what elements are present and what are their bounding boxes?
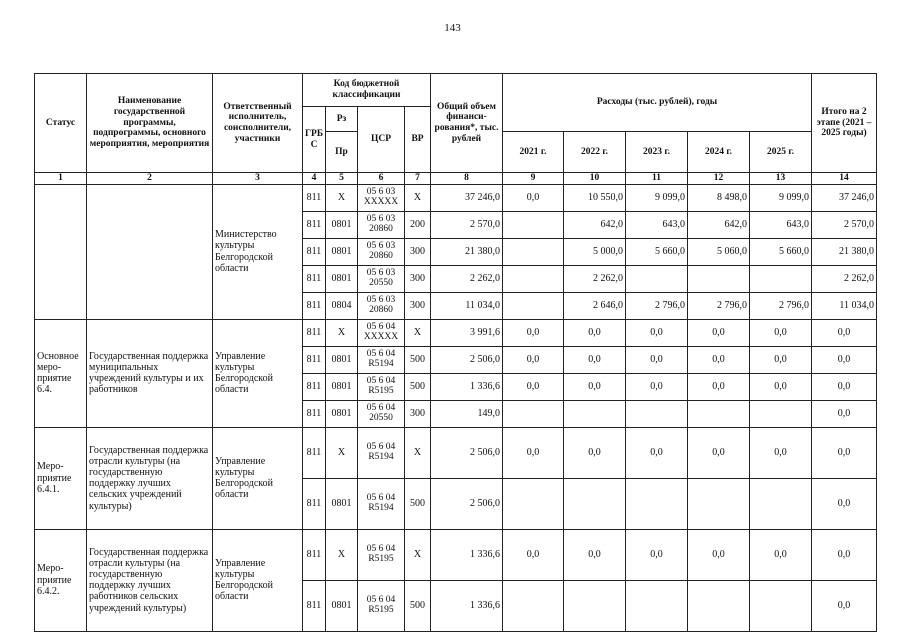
table-row [35,319,877,346]
name-cell [87,184,213,319]
grbs-cell: 811 [303,319,326,346]
grbs-cell: 811 [303,211,326,238]
itogo-cell: 0,0 [812,400,877,427]
column-number: 1 [35,173,87,185]
total-cell: 21 380,0 [431,238,503,265]
y2025-cell [750,580,812,631]
grbs-cell: 811 [303,580,326,631]
status-cell: Меро-приятие 6.4.1. [35,427,87,529]
y2021-cell: 0,0 [503,319,564,346]
y2025-cell: 0,0 [750,319,812,346]
y2022-cell: 5 000,0 [564,238,626,265]
rz-cell: X [326,427,358,478]
column-number: 5 [326,173,358,185]
grbs-cell: 811 [303,265,326,292]
y2025-cell: 2 796,0 [750,292,812,319]
column-number: 3 [213,173,303,185]
vr-cell: 300 [405,292,431,319]
y2021-cell [503,400,564,427]
y2024-cell [688,265,750,292]
y2022-cell: 0,0 [564,373,626,400]
header-responsible: Ответственный исполнитель, соисполнители, участники [213,74,303,173]
total-cell: 2 506,0 [431,346,503,373]
vr-cell: X [405,529,431,580]
csr-cell: 05 6 03 20860 [358,238,405,265]
y2025-cell: 9 099,0 [750,184,812,211]
itogo-cell: 0,0 [812,346,877,373]
total-cell: 2 506,0 [431,427,503,478]
y2022-cell: 0,0 [564,319,626,346]
y2024-cell [688,580,750,631]
y2024-cell: 0,0 [688,529,750,580]
vr-cell: X [405,427,431,478]
y2024-cell: 0,0 [688,427,750,478]
y2022-cell: 0,0 [564,427,626,478]
y2025-cell [750,400,812,427]
rz-cell: 0801 [326,211,358,238]
name-cell: Государственная поддержка отрасли культуры (на государственную поддержку лучших работников сельских учреждений культуры) [87,529,213,631]
rz-cell: 0804 [326,292,358,319]
y2023-cell [626,478,688,529]
y2021-cell [503,580,564,631]
y2021-cell [503,211,564,238]
itogo-cell: 2 570,0 [812,211,877,238]
csr-cell: 05 6 04 R5195 [358,373,405,400]
column-number: 14 [812,173,877,185]
y2023-cell [626,580,688,631]
y2022-cell: 642,0 [564,211,626,238]
y2023-cell: 9 099,0 [626,184,688,211]
status-cell: Основное меро-приятие 6.4. [35,319,87,427]
grbs-cell: 811 [303,292,326,319]
table-row [35,427,877,478]
total-cell: 37 246,0 [431,184,503,211]
table-row [35,529,877,580]
csr-cell: 05 6 03 20860 [358,292,405,319]
vr-cell: 500 [405,346,431,373]
y2024-cell: 2 796,0 [688,292,750,319]
total-cell: 1 336,6 [431,373,503,400]
responsible-cell: Управление культуры Белгородской области [213,427,303,529]
y2022-cell: 10 550,0 [564,184,626,211]
y2024-cell: 642,0 [688,211,750,238]
y2024-cell: 0,0 [688,319,750,346]
y2021-cell: 0,0 [503,427,564,478]
column-number: 8 [431,173,503,185]
responsible-cell: Министерство культуры Белгородской области [213,184,303,319]
grbs-cell: 811 [303,184,326,211]
itogo-cell: 37 246,0 [812,184,877,211]
vr-cell: 500 [405,580,431,631]
vr-cell: X [405,184,431,211]
y2025-cell [750,478,812,529]
itogo-cell: 0,0 [812,478,877,529]
column-number-row [35,173,877,185]
y2024-cell: 5 060,0 [688,238,750,265]
csr-cell: 05 6 03 20550 [358,265,405,292]
y2025-cell: 0,0 [750,427,812,478]
rz-cell: X [326,184,358,211]
vr-cell: 300 [405,238,431,265]
header-grbs: ГРБ С [303,107,326,173]
y2023-cell: 0,0 [626,346,688,373]
y2025-cell: 0,0 [750,346,812,373]
total-cell: 11 034,0 [431,292,503,319]
y2023-cell: 2 796,0 [626,292,688,319]
header-2024: 2024 г. [688,132,750,173]
y2024-cell [688,400,750,427]
y2022-cell: 0,0 [564,346,626,373]
vr-cell: 500 [405,373,431,400]
rz-cell: 0801 [326,238,358,265]
header-2023: 2023 г. [626,132,688,173]
itogo-cell: 2 262,0 [812,265,877,292]
status-cell [35,184,87,319]
status-cell: Меро-приятие 6.4.2. [35,529,87,631]
y2023-cell [626,265,688,292]
table-row [35,184,877,211]
y2022-cell [564,400,626,427]
itogo-cell: 21 380,0 [812,238,877,265]
y2021-cell: 0,0 [503,529,564,580]
column-number: 11 [626,173,688,185]
rz-cell: 0801 [326,478,358,529]
header-budget-code: Код бюджетной классификации [303,74,431,107]
header-total-volume: Общий объем финанси-рования*, тыс. рублей [431,74,503,173]
itogo-cell: 0,0 [812,427,877,478]
vr-cell: 300 [405,265,431,292]
total-cell: 1 336,6 [431,529,503,580]
budget-table [34,73,877,632]
header-name: Наименование государственной программы, подпрограммы, основного мероприятия, мероприятия [87,74,213,173]
header-itogo: Итого на 2 этапе (2021 – 2025 годы) [812,74,877,173]
y2021-cell: 0,0 [503,184,564,211]
total-cell: 2 262,0 [431,265,503,292]
header-pr: Пр [326,132,358,173]
itogo-cell: 0,0 [812,373,877,400]
y2023-cell: 5 660,0 [626,238,688,265]
header-2021: 2021 г. [503,132,564,173]
y2021-cell [503,292,564,319]
csr-cell: 05 6 04 R5195 [358,580,405,631]
rz-cell: X [326,319,358,346]
y2024-cell: 0,0 [688,346,750,373]
y2022-cell: 2 646,0 [564,292,626,319]
column-number: 9 [503,173,564,185]
csr-cell: 05 6 03 20860 [358,211,405,238]
y2024-cell: 0,0 [688,373,750,400]
csr-cell: 05 6 04 R5194 [358,478,405,529]
y2021-cell: 0,0 [503,346,564,373]
responsible-cell: Управление культуры Белгородской области [213,319,303,427]
grbs-cell: 811 [303,427,326,478]
y2023-cell: 0,0 [626,529,688,580]
rz-cell: 0801 [326,580,358,631]
y2023-cell: 0,0 [626,373,688,400]
column-number: 4 [303,173,326,185]
header-status: Статус [35,74,87,173]
grbs-cell: 811 [303,529,326,580]
itogo-cell: 11 034,0 [812,292,877,319]
csr-cell: 05 6 03 XXXXX [358,184,405,211]
rz-cell: 0801 [326,265,358,292]
grbs-cell: 811 [303,346,326,373]
y2023-cell [626,400,688,427]
itogo-cell: 0,0 [812,529,877,580]
column-number: 7 [405,173,431,185]
y2023-cell: 0,0 [626,319,688,346]
header-vr: ВР [405,107,431,173]
y2023-cell: 643,0 [626,211,688,238]
rz-cell: X [326,529,358,580]
y2025-cell: 0,0 [750,529,812,580]
y2025-cell [750,265,812,292]
column-number: 12 [688,173,750,185]
csr-cell: 05 6 04 20550 [358,400,405,427]
header-2022: 2022 г. [564,132,626,173]
total-cell: 3 991,6 [431,319,503,346]
name-cell: Государственная поддержка отрасли культуры (на государственную поддержку лучших сельских учреждений культуры) [87,427,213,529]
y2022-cell: 0,0 [564,529,626,580]
rz-cell: 0801 [326,346,358,373]
column-number: 10 [564,173,626,185]
y2021-cell [503,265,564,292]
y2025-cell: 5 660,0 [750,238,812,265]
y2022-cell [564,478,626,529]
vr-cell: 200 [405,211,431,238]
y2022-cell [564,580,626,631]
itogo-cell: 0,0 [812,319,877,346]
vr-cell: 500 [405,478,431,529]
total-cell: 2 570,0 [431,211,503,238]
name-cell: Государственная поддержка муниципальных учреждений культуры и их работников [87,319,213,427]
responsible-cell: Управление культуры Белгородской области [213,529,303,631]
grbs-cell: 811 [303,400,326,427]
total-cell: 149,0 [431,400,503,427]
itogo-cell: 0,0 [812,580,877,631]
header-csr: ЦСР [358,107,405,173]
page-number: 143 [444,22,461,34]
column-number: 2 [87,173,213,185]
rz-cell: 0801 [326,373,358,400]
y2021-cell: 0,0 [503,373,564,400]
header-rz: Рз [326,107,358,132]
vr-cell: 300 [405,400,431,427]
total-cell: 1 336,6 [431,580,503,631]
header-expenses: Расходы (тыс. рублей), годы [503,74,812,132]
grbs-cell: 811 [303,478,326,529]
grbs-cell: 811 [303,373,326,400]
column-number: 6 [358,173,405,185]
column-number: 13 [750,173,812,185]
y2024-cell: 8 498,0 [688,184,750,211]
csr-cell: 05 6 04 R5194 [358,346,405,373]
y2025-cell: 0,0 [750,373,812,400]
y2023-cell: 0,0 [626,427,688,478]
y2022-cell: 2 262,0 [564,265,626,292]
csr-cell: 05 6 04 R5194 [358,427,405,478]
vr-cell: X [405,319,431,346]
header-2025: 2025 г. [750,132,812,173]
csr-cell: 05 6 04 R5195 [358,529,405,580]
grbs-cell: 811 [303,238,326,265]
rz-cell: 0801 [326,400,358,427]
y2025-cell: 643,0 [750,211,812,238]
total-cell: 2 506,0 [431,478,503,529]
y2024-cell [688,478,750,529]
y2021-cell [503,238,564,265]
csr-cell: 05 6 04 XXXXX [358,319,405,346]
y2021-cell [503,478,564,529]
